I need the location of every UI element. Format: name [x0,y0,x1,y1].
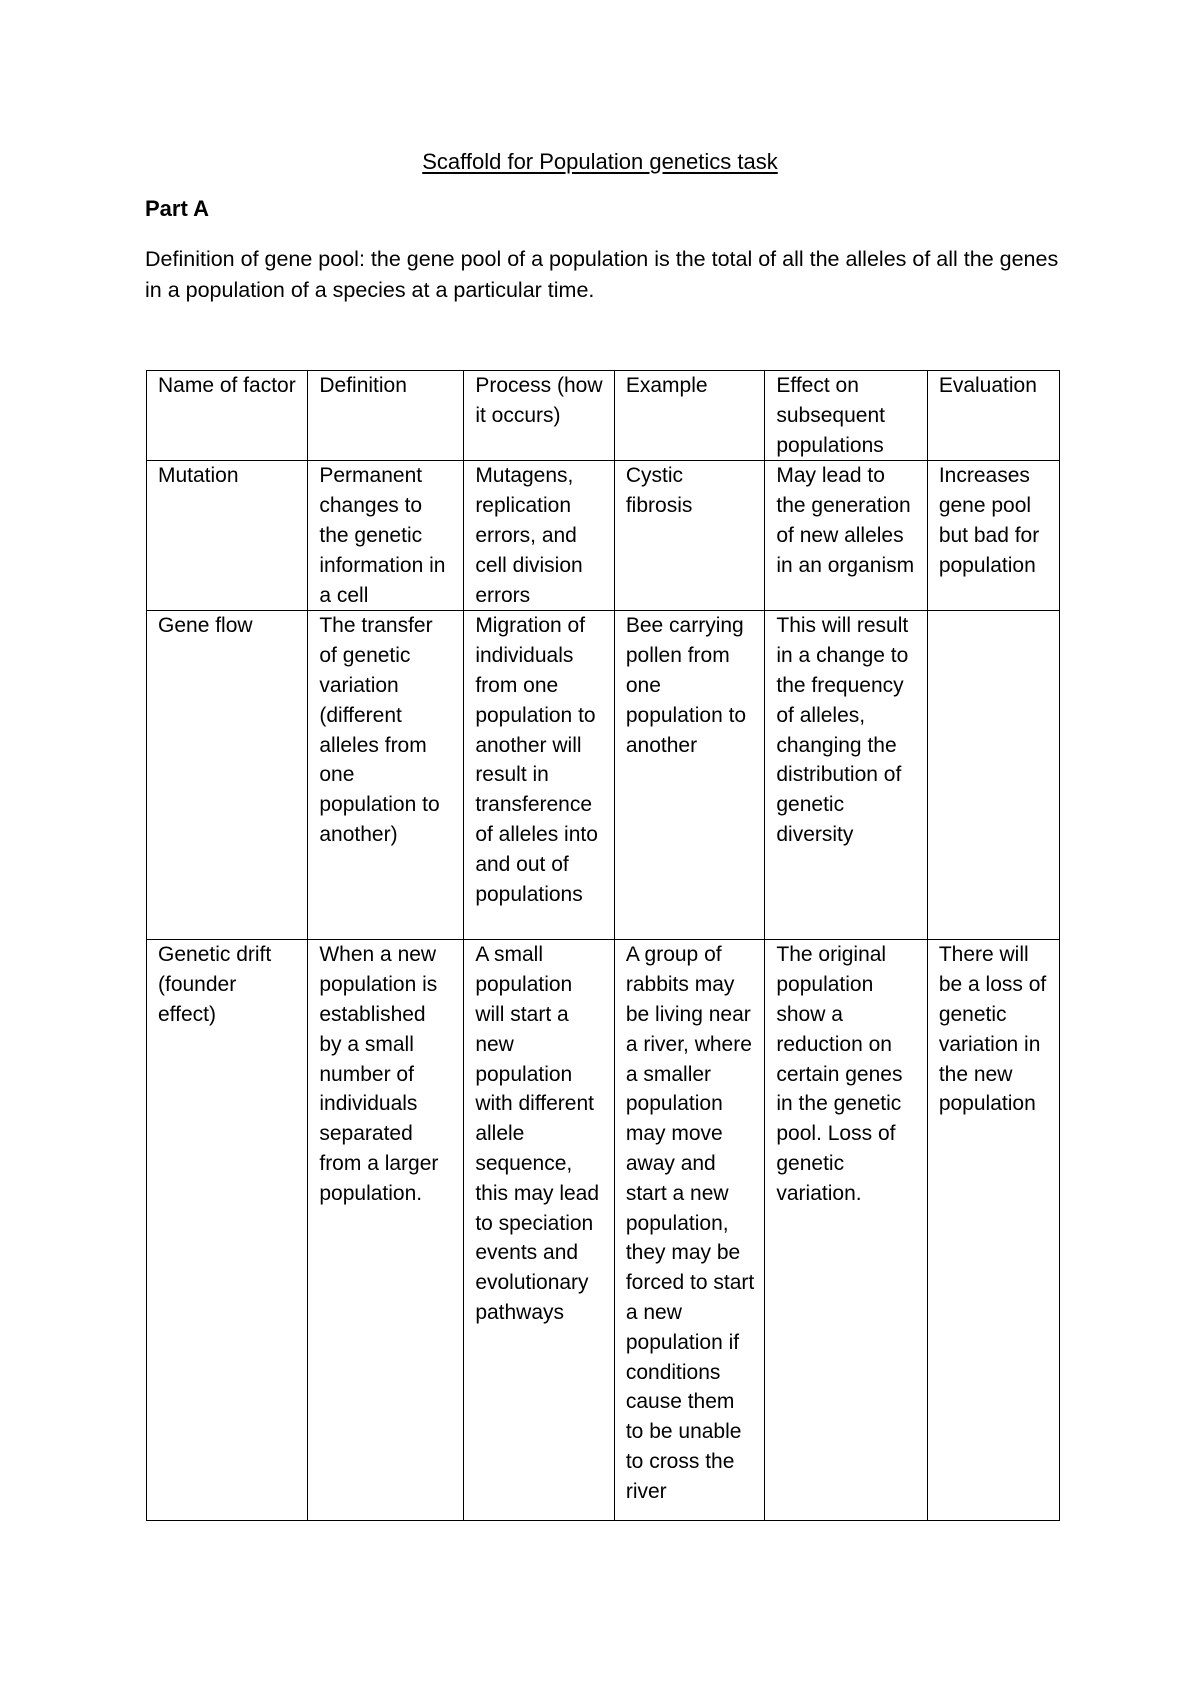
table-row-genetic-drift [147,940,1060,1521]
cell-process: A small population will start a new population with different allele sequence, this may lead to speciation events and evolutionary pathways [464,940,615,1521]
cell-evaluation: There will be a loss of genetic variation in the new population [927,940,1059,1521]
cell-effect: This will result in a change to the frequency of alleles, changing the distribution of genetic diversity [765,611,927,940]
cell-name: Genetic drift (founder effect) [147,940,308,1521]
cell-effect: The original population show a reduction on certain genes in the genetic pool. Loss of genetic variation. [765,940,927,1521]
cell-process: Mutagens, replication errors, and cell division errors [464,461,615,611]
cell-example: Bee carrying pollen from one population to another [614,611,765,940]
cell-definition: When a new population is established by a small number of individuals separated from a larger population. [308,940,464,1521]
cell-evaluation: Increases gene pool but bad for population [927,461,1059,611]
table-row-mutation [147,461,1060,611]
page-title: Scaffold for Population genetics task [422,149,778,174]
population-factors-table [146,370,1060,1521]
header-example: Example [614,371,765,461]
cell-evaluation [927,611,1059,940]
cell-effect: May lead to the generation of new alleles in an organism [765,461,927,611]
header-name-of-factor: Name of factor [147,371,308,461]
cell-example: Cystic fibrosis [614,461,765,611]
header-effect: Effect on subsequent populations [765,371,927,461]
cell-name: Mutation [147,461,308,611]
section-heading-part-a: Part A [145,196,209,221]
header-evaluation: Evaluation [927,371,1059,461]
table-header-row [147,371,1060,461]
cell-definition: The transfer of genetic variation (different alleles from one population to another) [308,611,464,940]
cell-example: A group of rabbits may be living near a river, where a smaller population may move away and start a new population, they may be forced to start a new population if conditions cause them to be unable to cross the river [614,940,765,1521]
table-row-gene-flow [147,611,1060,940]
header-definition: Definition [308,371,464,461]
gene-pool-definition: Definition of gene pool: the gene pool of a population is the total of all the alleles of all the genes in a population of a species at a particular time. [145,247,1059,302]
cell-definition: Permanent changes to the genetic information in a cell [308,461,464,611]
cell-process: Migration of individuals from one population to another will result in transference of alleles into and out of populations [464,611,615,940]
header-process: Process (how it occurs) [464,371,615,461]
cell-name: Gene flow [147,611,308,940]
